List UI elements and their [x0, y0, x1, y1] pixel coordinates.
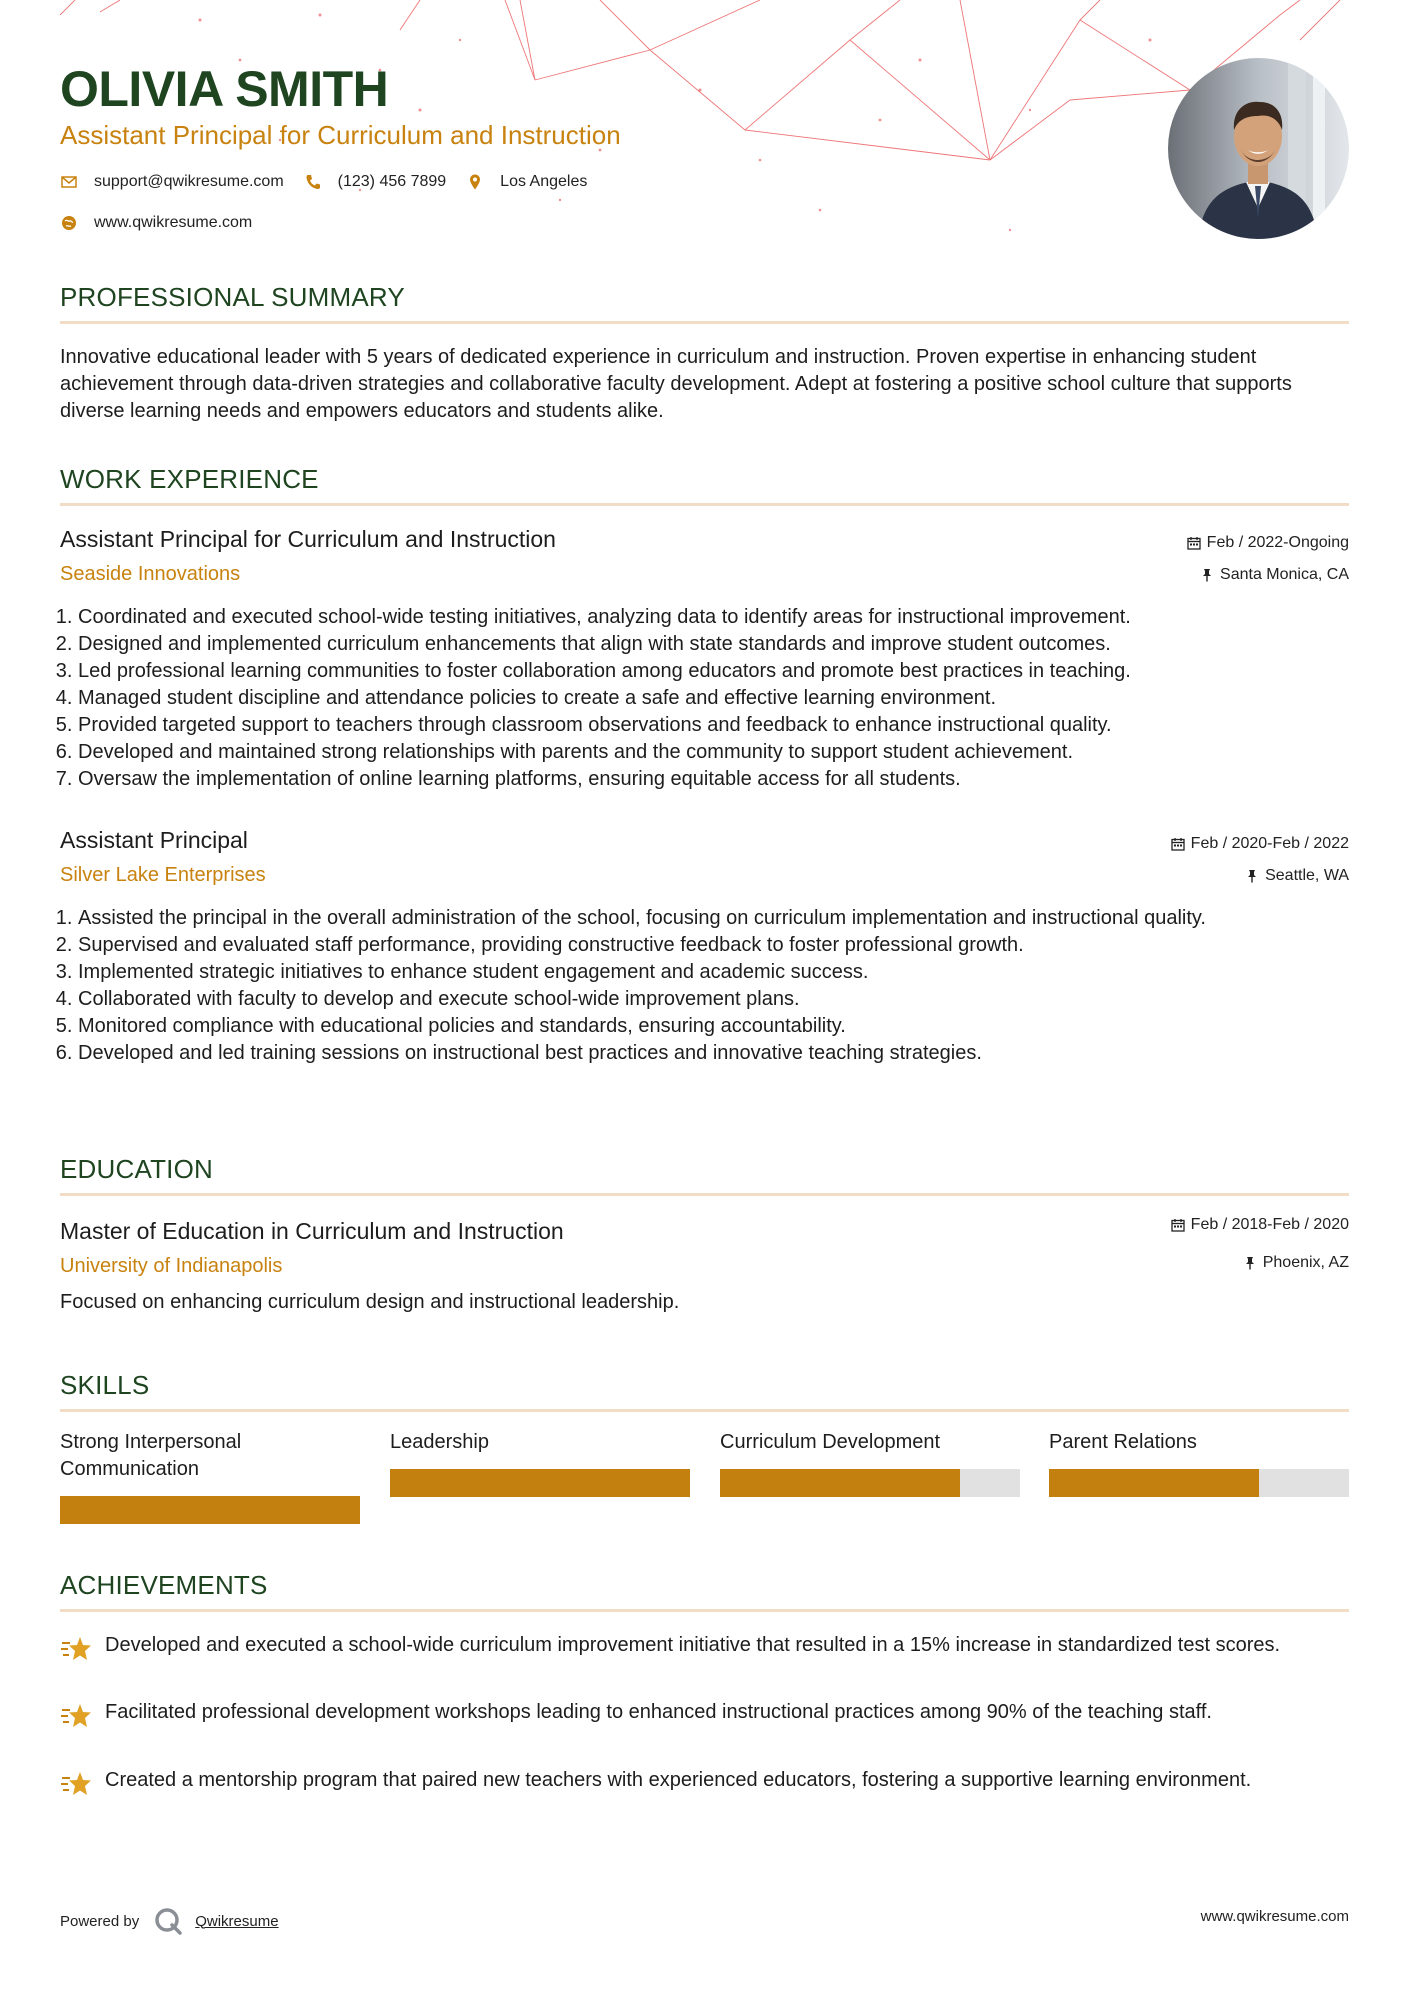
- job-dates-text: Feb / 2022-Ongoing: [1206, 534, 1349, 551]
- job-title: Assistant Principal: [60, 827, 248, 853]
- section-heading-experience: WORK EXPERIENCE: [60, 464, 319, 494]
- list-item: 1. Coordinated and executed school-wide testing initiatives, analyzing data to identify areas for instructional improvement.: [78, 604, 1367, 631]
- summary-text: Innovative educational leader with 5 years of dedicated experience in curriculum and instruction. Proven expertise in enhancing student achievement through data-driven strategies and collaborative faculty development. Adept at fostering a positive school culture that supports diverse learning needs and empowers educators and students alike.: [60, 346, 1292, 422]
- envelope-icon: [60, 173, 78, 191]
- list-item: 6. Developed and maintained strong relationships with parents and the community to support student achievement.: [78, 739, 1367, 766]
- list-item: 6. Developed and led training sessions on instructional best practices and innovative teaching strategies.: [78, 1040, 1367, 1067]
- skill-label: Parent Relations: [1049, 1431, 1197, 1453]
- skill-item: [1049, 1429, 1349, 1456]
- section-divider: [60, 503, 1349, 506]
- skill-item: [720, 1429, 1020, 1456]
- job-title: Assistant Principal for Curriculum and Instruction: [60, 526, 556, 552]
- list-item: 2. Designed and implemented curriculum enhancements that align with state standards and improve student outcomes.: [78, 631, 1367, 658]
- contact-row-primary: [60, 173, 607, 191]
- calendar-icon: [1187, 536, 1201, 550]
- list-item: 5. Provided targeted support to teachers through classroom observations and feedback to enhance instructional quality.: [78, 712, 1367, 739]
- skill-label: Strong Interpersonal Communication: [60, 1431, 242, 1480]
- phone-number[interactable]: (123) 456 7899: [337, 173, 447, 190]
- section-heading-skills: SKILLS: [60, 1370, 150, 1400]
- section-heading-summary: PROFESSIONAL SUMMARY: [60, 282, 405, 312]
- list-item: 7. Oversaw the implementation of online learning platforms, ensuring equitable access for all students.: [78, 766, 1367, 793]
- calendar-icon: [1171, 837, 1185, 851]
- location-text: Los Angeles: [500, 173, 588, 190]
- job-dates: [1187, 534, 1349, 552]
- pushpin-icon: [1243, 1256, 1257, 1270]
- skill-bar-track: [1049, 1469, 1349, 1497]
- phone-icon: [304, 173, 322, 191]
- list-item: 3. Implemented strategic initiatives to enhance student engagement and academic success.: [78, 959, 1367, 986]
- list-item: 4. Managed student discipline and attendance policies to create a safe and effective learning environment.: [78, 685, 1367, 712]
- list-item: 1. Assisted the principal in the overall administration of the school, focusing on curriculum implementation and instructional quality.: [78, 905, 1367, 932]
- section-heading-achievements: ACHIEVEMENTS: [60, 1570, 268, 1600]
- star-icon: [60, 1769, 92, 1799]
- achievement-text: Created a mentorship program that paired new teachers with experienced educators, fostering a supportive learning environment.: [105, 1769, 1252, 1791]
- profile-photo: [1168, 58, 1349, 239]
- achievement-item: [60, 1699, 1349, 1731]
- pushpin-icon: [1200, 568, 1214, 582]
- resume-page: [60, 0, 1349, 1990]
- job-dates: [1171, 835, 1349, 853]
- section-heading-education: EDUCATION: [60, 1154, 213, 1184]
- skill-label: Curriculum Development: [720, 1431, 941, 1453]
- map-pin-icon: [466, 173, 484, 191]
- list-item: 5. Monitored compliance with educational policies and standards, ensuring accountability.: [78, 1013, 1367, 1040]
- skill-item: [60, 1429, 360, 1483]
- education-location: [1243, 1254, 1349, 1272]
- achievement-item: [60, 1632, 1349, 1664]
- section-divider: [60, 1409, 1349, 1412]
- qwikresume-logo-icon: [153, 1906, 183, 1936]
- job-location: [1245, 867, 1349, 885]
- company-name: Silver Lake Enterprises: [60, 864, 266, 886]
- footer-branding: [60, 1906, 279, 1936]
- contact-row-secondary: [60, 214, 272, 232]
- skill-item: [390, 1429, 690, 1456]
- star-icon: [60, 1634, 92, 1664]
- candidate-title: Assistant Principal for Curriculum and Instruction: [60, 120, 621, 150]
- company-name: Seaside Innovations: [60, 563, 241, 585]
- job-bullets: [60, 905, 1367, 1067]
- achievement-item: [60, 1767, 1349, 1799]
- job-location-text: Santa Monica, CA: [1220, 566, 1349, 583]
- achievement-text: Developed and executed a school-wide curriculum improvement initiative that resulted in a 15% increase in standardized test scores.: [105, 1634, 1281, 1656]
- skill-bar-fill: [1049, 1469, 1259, 1497]
- list-item: 3. Led professional learning communities to foster collaboration among educators and promote best practices in teaching.: [78, 658, 1367, 685]
- job-location-text: Seattle, WA: [1265, 867, 1349, 884]
- school-name: University of Indianapolis: [60, 1255, 283, 1277]
- skill-bar-track: [720, 1469, 1020, 1497]
- skill-bar-fill: [720, 1469, 960, 1497]
- skill-bar-fill: [390, 1469, 690, 1497]
- education-description: Focused on enhancing curriculum design and instructional leadership.: [60, 1291, 680, 1313]
- skill-bar-track: [60, 1496, 360, 1524]
- qwikresume-link[interactable]: Qwikresume: [195, 1912, 279, 1930]
- section-divider: [60, 1193, 1349, 1196]
- job-location: [1200, 566, 1349, 584]
- job-dates-text: Feb / 2020-Feb / 2022: [1190, 835, 1349, 852]
- powered-by-label: Powered by: [60, 1912, 140, 1930]
- star-icon: [60, 1701, 92, 1731]
- achievement-text: Facilitated professional development workshops leading to enhanced instructional practices among 90% of the teaching staff.: [105, 1701, 1212, 1723]
- email-link[interactable]: support@qwikresume.com: [94, 173, 284, 190]
- degree-title: Master of Education in Curriculum and Instruction: [60, 1218, 564, 1244]
- list-item: 4. Collaborated with faculty to develop and execute school-wide improvement plans.: [78, 986, 1367, 1013]
- skill-bar-track: [390, 1469, 690, 1497]
- list-item: 2. Supervised and evaluated staff performance, providing constructive feedback to foster professional growth.: [78, 932, 1367, 959]
- pushpin-icon: [1245, 869, 1259, 883]
- globe-icon: [60, 214, 78, 232]
- candidate-name: OLIVIA SMITH: [60, 61, 389, 117]
- job-bullets: [60, 604, 1367, 793]
- section-divider: [60, 321, 1349, 324]
- skill-bar-fill: [60, 1496, 360, 1524]
- skill-label: Leadership: [390, 1431, 489, 1453]
- education-location-text: Phoenix, AZ: [1262, 1254, 1349, 1271]
- calendar-icon: [1171, 1218, 1185, 1232]
- website-link[interactable]: www.qwikresume.com: [94, 214, 253, 231]
- education-dates: [1171, 1216, 1349, 1234]
- footer-website[interactable]: www.qwikresume.com: [1200, 1908, 1349, 1925]
- education-dates-text: Feb / 2018-Feb / 2020: [1190, 1216, 1349, 1233]
- section-divider: [60, 1609, 1349, 1612]
